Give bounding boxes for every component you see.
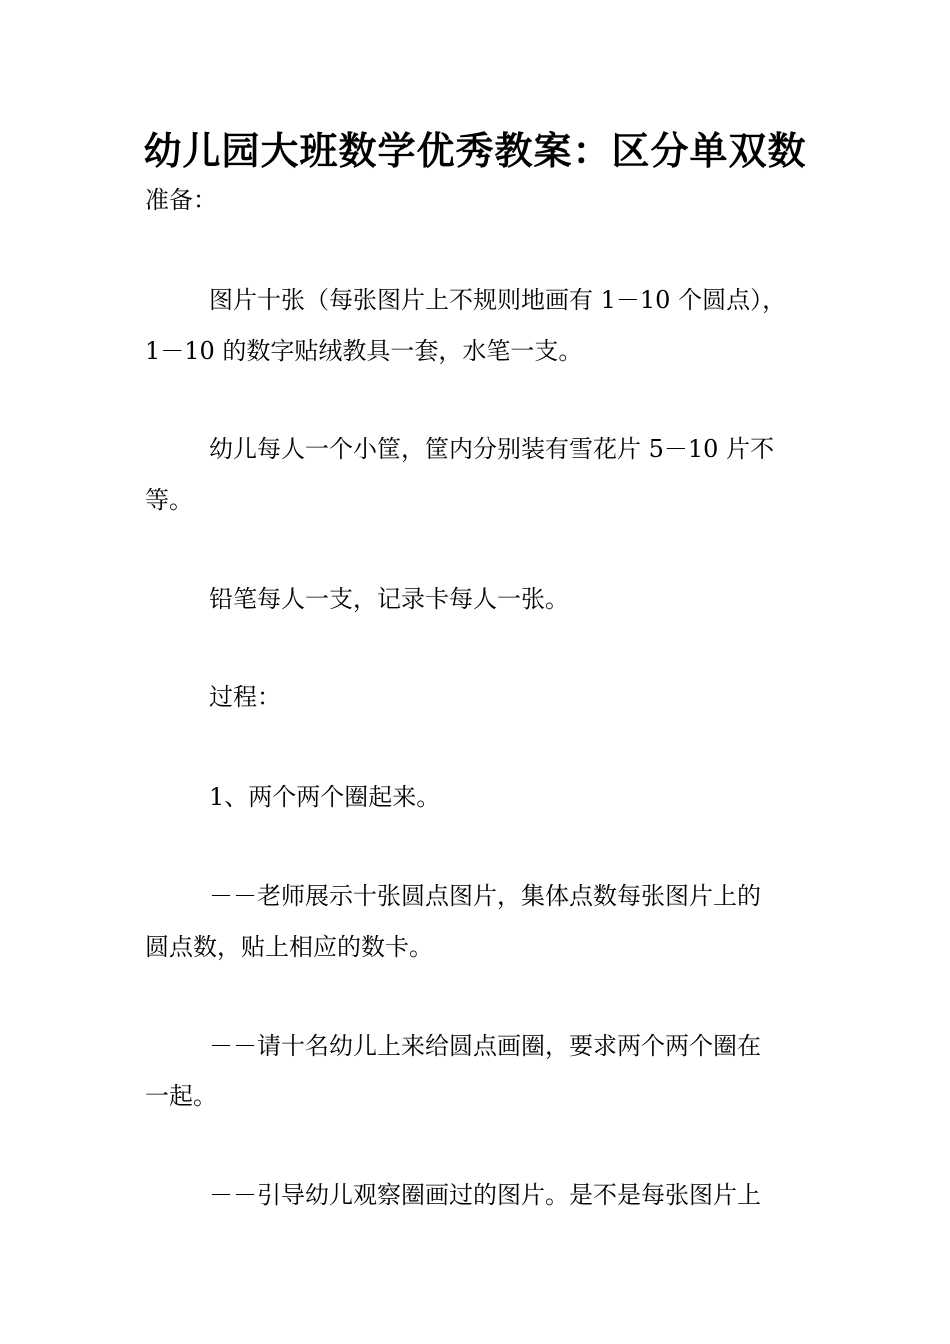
paragraph-line-step-heading: 1、两个两个圈起来。 <box>209 783 441 811</box>
paragraph-line: 等。 <box>145 486 193 514</box>
paragraph-line: 圆点数，贴上相应的数卡。 <box>145 933 433 961</box>
paragraph-line: －－请十名幼儿上来给圆点画圈，要求两个两个圈在 <box>209 1032 761 1060</box>
paragraph-line-process-heading: 过程： <box>209 683 281 711</box>
paragraph-line: －－引导幼儿观察圈画过的图片。是不是每张图片上 <box>209 1181 761 1209</box>
document-title: 幼儿园大班数学优秀教案：区分单双数 <box>143 129 807 173</box>
paragraph-line: 一起。 <box>145 1082 217 1110</box>
paragraph-line: 图片十张（每张图片上不规则地画有 1－10 个圆点）， <box>209 286 787 314</box>
paragraph-line: 1－10 的数字贴绒教具一套，水笔一支。 <box>145 337 583 365</box>
paragraph-line: －－老师展示十张圆点图片，集体点数每张图片上的 <box>209 882 761 910</box>
paragraph-line: 幼儿每人一个小筐，筐内分别装有雪花片 5－10 片不 <box>209 435 775 463</box>
paragraph-line: 铅笔每人一支，记录卡每人一张。 <box>209 585 569 613</box>
paragraph-line-preparation-heading: 准备： <box>145 186 217 214</box>
